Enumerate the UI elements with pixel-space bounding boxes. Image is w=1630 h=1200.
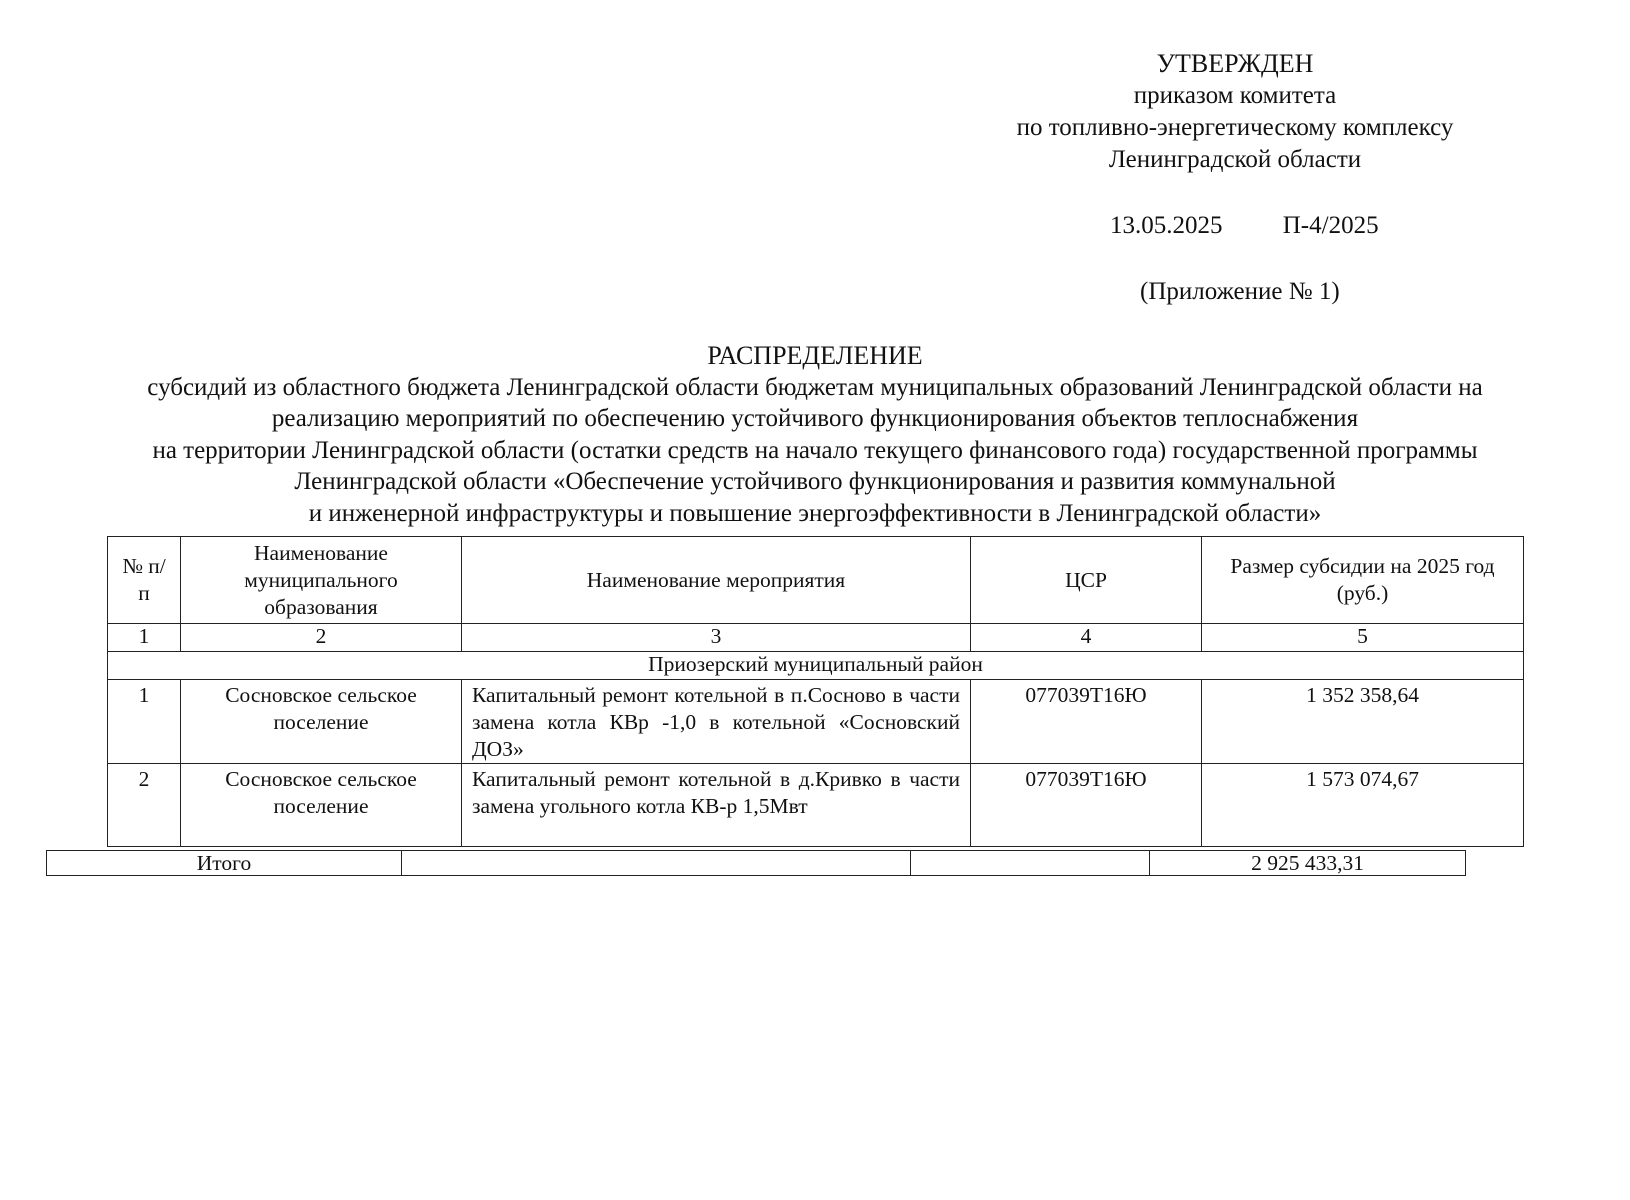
total-empty-cell (402, 851, 911, 876)
approval-heading: УТВЕРЖДЕН (1156, 49, 1314, 78)
title-main: РАСПРЕДЕЛЕНИЕ (707, 341, 923, 370)
appendix-label: (Приложение № 1) (1140, 278, 1340, 305)
row-municipality: Сосновское сельское поселение (181, 680, 462, 764)
total-empty-cell (911, 851, 1150, 876)
table-header-row (108, 537, 1524, 624)
column-number: 3 (462, 624, 971, 652)
title-line: субсидий из областного бюджета Ленинградской области бюджетам муниципальных образований Ленинградской области на (147, 373, 1483, 401)
header-num: № п/п (108, 537, 181, 624)
title-line: реализацию мероприятий по обеспечению устойчивого функционирования объектов теплоснабжения (271, 405, 1359, 432)
approval-block (1000, 48, 1470, 176)
title-line: на территории Ленинградской области (остатки средств на начало текущего финансового года) государственной программы (152, 436, 1478, 464)
total-row (47, 851, 1466, 876)
table-row (108, 764, 1524, 847)
approval-line: Ленинградской области (1108, 146, 1362, 173)
row-num: 2 (108, 764, 181, 847)
row-csr: 077039Т16Ю (971, 680, 1202, 764)
title-line: и инженерной инфраструктуры и повышение энергоэффективности в Ленинградской области» (308, 499, 1322, 527)
column-number: 2 (181, 624, 462, 652)
column-numbers-row (108, 624, 1524, 652)
approval-line: приказом комитета (1133, 82, 1337, 109)
total-table (46, 850, 1466, 876)
column-number: 5 (1202, 624, 1524, 652)
column-number: 1 (108, 624, 181, 652)
region-row (108, 652, 1524, 680)
approval-line: по топливно-энергетическому комплексу (1016, 114, 1454, 141)
total-label: Итого (47, 851, 402, 876)
region-name: Приозерский муниципальный район (108, 652, 1524, 680)
total-amount: 2 925 433,31 (1150, 851, 1466, 876)
title-line: Ленинградской области «Обеспечение устойчивого функционирования и развития коммунальной (294, 468, 1336, 495)
row-activity: Капитальный ремонт котельной в д.Кривко в части замена угольного котла КВ-р 1,5Мвт (462, 764, 971, 847)
order-date-number (1110, 212, 1379, 240)
header-municipality: Наименование муниципального образования (181, 537, 462, 624)
row-amount: 1 352 358,64 (1202, 680, 1524, 764)
order-date: 13.05.2025 (1110, 212, 1223, 239)
document-title (50, 340, 1580, 529)
row-activity: Капитальный ремонт котельной в п.Сосново в части замена котла КВр -1,0 в котельной «Сосновский ДОЗ» (462, 680, 971, 764)
table-row (108, 680, 1524, 764)
row-num: 1 (108, 680, 181, 764)
column-number: 4 (971, 624, 1202, 652)
order-number: П-4/2025 (1282, 212, 1379, 239)
header-amount: Размер субсидии на 2025 год (руб.) (1202, 537, 1524, 624)
row-csr: 077039Т16Ю (971, 764, 1202, 847)
subsidy-table (107, 536, 1524, 847)
row-amount: 1 573 074,67 (1202, 764, 1524, 847)
row-municipality: Сосновское сельское поселение (181, 764, 462, 847)
header-activity: Наименование мероприятия (462, 537, 971, 624)
header-csr: ЦСР (971, 537, 1202, 624)
